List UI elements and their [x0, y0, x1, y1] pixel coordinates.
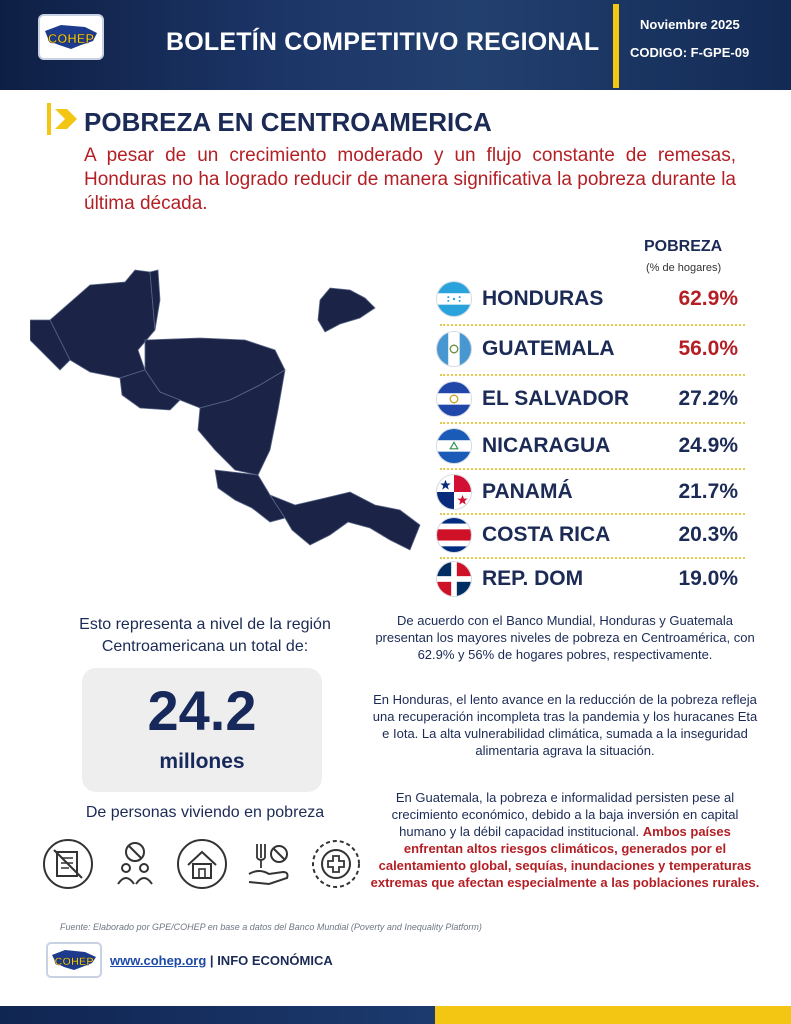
- row-divider: [440, 374, 745, 376]
- footer-logo[interactable]: [46, 942, 102, 978]
- guatemala-flag-icon: [436, 331, 472, 367]
- country-name: PANAMÁ: [482, 480, 573, 503]
- lead-paragraph: A pesar de un crecimiento moderado y un flujo constante de remesas, Honduras no ha logrado reducir de manera significativa la pobreza durante la última década.: [84, 145, 736, 214]
- poverty-subheading: (% de hogares): [646, 262, 722, 274]
- paragraph-3: [370, 789, 760, 891]
- website-link[interactable]: www.cohep.org: [110, 953, 207, 968]
- stat-intro: Esto representa a nivel de la región Centroamericana un total de:: [79, 616, 331, 655]
- poverty-heading: POBREZA: [644, 238, 723, 255]
- footer-separator: |: [206, 953, 218, 968]
- nicaragua-flag-icon: [436, 428, 472, 464]
- country-name: EL SALVADOR: [482, 387, 630, 410]
- honduras-map-logo-icon: [49, 945, 99, 975]
- education-icon: [42, 838, 94, 890]
- country-name: NICARAGUA: [482, 434, 611, 457]
- source-note: Fuente: Elaborado por GPE/COHEP en base a datos del Banco Mundial (Poverty and Inequality Platform): [60, 922, 482, 932]
- dominican-republic-flag-icon: [436, 561, 472, 597]
- panama-flag-icon: [436, 474, 472, 510]
- paragraph-2: En Honduras, el lento avance en la reducción de la pobreza refleja una recuperación incompleta tras la pandemia y los huracanes Eta e Iota. La alta vulnerabilidad climática, sumada a la inseguridad alimentaria agrava la situación.: [372, 692, 758, 758]
- map-dominican-republic: [318, 288, 375, 332]
- country-value: 20.3%: [678, 523, 738, 546]
- country-row-rep-dom: [436, 557, 746, 601]
- country-value: 21.7%: [678, 480, 738, 503]
- country-name: HONDURAS: [482, 287, 604, 310]
- housing-icon: [176, 838, 228, 890]
- paragraph-3-text: En Guatemala, la pobreza e informalidad persisten pese al crecimiento económico, debido a la baja inversión en capital humano y la débil capacidad institucional.: [391, 790, 739, 839]
- country-row-el-salvador: [436, 377, 746, 421]
- icon-row: [42, 838, 362, 894]
- country-row-costa-rica: [436, 513, 746, 557]
- logo-text: COHEP: [47, 31, 95, 46]
- honduras-flag-icon: [436, 281, 472, 317]
- paragraph-1: De acuerdo con el Banco Mundial, Honduras y Guatemala presentan los mayores niveles de pobreza en Centroamérica, con 62.9% y 56% de hogares pobres, respectivamente.: [375, 613, 755, 662]
- costa-rica-flag-icon: [436, 517, 472, 553]
- central-america-map: [30, 260, 450, 580]
- header-banner: [0, 0, 791, 90]
- country-value: 27.2%: [678, 387, 738, 410]
- bulletin-date: Noviembre 2025: [640, 17, 740, 32]
- row-divider: [440, 324, 745, 326]
- honduras-map-logo-icon: [41, 19, 101, 55]
- country-name: GUATEMALA: [482, 337, 615, 360]
- stat-number: 24.2: [147, 679, 257, 742]
- paragraph-3-highlight: Ambos países enfrentan altos riesgos climáticos, generados por el calentamiento global, sequías, inundaciones y temperaturas extremas que afectan especialmente a las poblaciones rurales.: [370, 824, 760, 890]
- country-value: 62.9%: [678, 287, 738, 310]
- health-icon: [310, 838, 362, 890]
- food-aid-icon: [243, 838, 295, 890]
- header-divider: [613, 4, 619, 88]
- bottom-bar: [0, 1006, 791, 1024]
- stat-outro: De personas viviendo en pobreza: [85, 804, 325, 821]
- footer-logo-text: COHEP: [54, 956, 94, 968]
- stat-unit: millones: [159, 750, 245, 773]
- country-row-nicaragua: [436, 424, 746, 468]
- country-row-panama: [436, 470, 746, 514]
- country-row-guatemala: [436, 327, 746, 371]
- el-salvador-flag-icon: [436, 381, 472, 417]
- country-name: COSTA RICA: [482, 523, 611, 546]
- footer-label: INFO ECONÓMICA: [217, 953, 333, 968]
- stat-box: [82, 668, 322, 792]
- map-panama: [270, 492, 420, 550]
- arrow-right-icon: [47, 103, 79, 135]
- country-value: 19.0%: [678, 567, 738, 590]
- bulletin-code: CODIGO: F-GPE-09: [630, 45, 750, 60]
- footer-line: [110, 953, 333, 968]
- bulletin-title: BOLETÍN COMPETITIVO REGIONAL: [166, 28, 600, 56]
- country-value: 56.0%: [678, 337, 738, 360]
- country-value: 24.9%: [678, 434, 738, 457]
- no-employment-icon: [109, 838, 161, 890]
- country-name: REP. DOM: [482, 567, 584, 590]
- cohep-logo[interactable]: [38, 14, 104, 60]
- country-row-honduras: [436, 277, 746, 321]
- page-title: POBREZA EN CENTROAMERICA: [84, 107, 492, 137]
- map-costa-rica: [215, 470, 285, 522]
